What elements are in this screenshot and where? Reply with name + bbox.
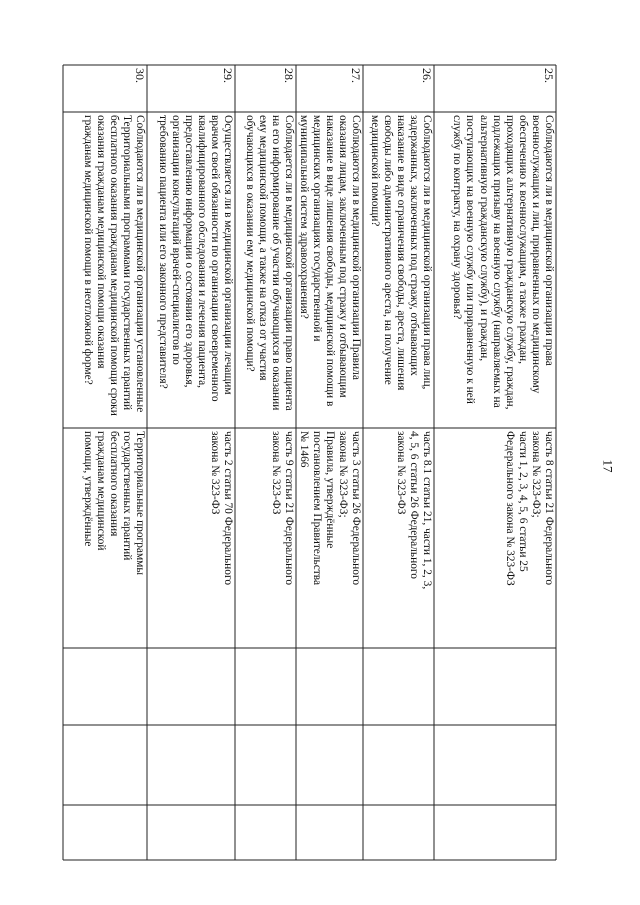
row-number — [297, 68, 362, 109]
question-text-line: медицинской помощи? — [368, 115, 381, 227]
legal-reference — [64, 431, 146, 645]
question-text — [64, 115, 146, 425]
question-text-line: проходящих альтернативную гражданскую службу, граждан, — [503, 115, 516, 410]
legal-reference-line: помощи, утверждённые — [81, 431, 94, 547]
question-text-line: на его информирование об участии обучающихся в оказании — [269, 115, 282, 411]
question-text-line: Соблюдается ли в медицинской организации право пациента — [283, 115, 295, 411]
legal-reference-cell — [296, 428, 363, 648]
question-text-line: медицинских организациях государственной и — [310, 115, 323, 342]
row-number-cell — [235, 65, 296, 112]
question-text-line: поступающих на военную службу или приравненную к ней — [464, 115, 477, 404]
question-text-line: Территориальными программами государственных гарантий — [120, 115, 133, 411]
row-number — [236, 68, 295, 109]
question-text — [297, 115, 362, 425]
legal-reference-line: часть 8.1 статьи 21, части 1, 2, 3, — [421, 431, 433, 590]
question-text-line: Осуществляется ли в медицинской организации лечащим — [222, 115, 234, 395]
legal-reference-line: часть 2 статьи 70 Федерального — [222, 431, 234, 586]
row-number — [435, 68, 555, 109]
question-text-line: задержанных, заключенных под стражу, отбывающих — [407, 115, 420, 376]
question-text-line: оказания гражданам медицинской помощи оказания — [94, 115, 107, 369]
row-number — [148, 68, 234, 109]
question-text-line: ему медицинской помощи, а также на отказ от участия — [256, 115, 269, 381]
legal-reference-line: постановлением Правительства — [310, 431, 323, 586]
legal-reference-line: часть 9 статьи 21 Федерального — [283, 431, 295, 586]
question-text-cell — [147, 112, 235, 428]
legal-reference-line: закона № 323-ФЗ — [208, 431, 221, 515]
question-text-line: наказание в виде лишения свободы, медицинской помощи в — [323, 115, 336, 407]
legal-reference — [148, 431, 234, 645]
legal-reference-cell — [63, 428, 147, 648]
row-number-line: 30. — [133, 68, 147, 83]
question-text-line: альтернативную гражданскую службу), и граждан, — [477, 115, 490, 362]
row-number-cell — [63, 65, 147, 112]
question-text-line: организации консультаций врачей-специалистов по — [169, 115, 182, 365]
question-text-line: военнослужащих и лиц, приравненных по медицинскому — [529, 115, 542, 394]
legal-reference — [236, 431, 295, 645]
question-text-line: квалифицированного обследования и лечения пациента, — [195, 115, 208, 389]
question-text — [435, 115, 555, 425]
question-text-line: Соблюдаются ли в медицинской организации установленные — [134, 115, 146, 413]
legal-reference-line: № 1466 — [297, 431, 310, 468]
row-number-cell — [434, 65, 556, 112]
row-number-line: 26. — [420, 68, 434, 83]
question-text-line: обучающихся в оказании ему медицинской помощи? — [243, 115, 256, 372]
question-text-line: Соблюдаются ли в медицинской организации права лиц, — [421, 115, 433, 390]
question-text-line: службу по контракту, на охрану здоровья? — [451, 115, 464, 320]
question-text-line: оказания лицам, заключенным под стражу и отбывающим — [336, 115, 349, 398]
question-text-line: Соблюдаются ли в медицинской организации Правила — [350, 115, 362, 380]
question-text-line: муниципальной систем здравоохранения? — [297, 115, 310, 319]
legal-reference-line: закона № 323-ФЗ — [394, 431, 407, 515]
row-number — [364, 68, 433, 109]
question-text-line: подлежащих призыву на военную службу (направляемых на — [490, 115, 503, 408]
question-text — [148, 115, 234, 425]
page-number: 17 — [600, 459, 616, 473]
legal-reference-line: закона № 323-ФЗ; — [529, 431, 542, 518]
legal-reference — [364, 431, 433, 645]
question-text-line: гражданам медицинской помощи в неотложной форме? — [81, 115, 94, 385]
legal-reference-line: Территориальные программы — [134, 431, 146, 576]
legal-reference-cell — [235, 428, 296, 648]
question-text-line: требованию пациента или его законного представителя? — [156, 115, 169, 389]
legal-reference-line: часть 8 статьи 21 Федерального — [543, 431, 555, 586]
legal-reference — [297, 431, 362, 645]
question-text-cell — [235, 112, 296, 428]
question-text-line: Соблюдаются ли в медицинской организации права — [543, 115, 555, 366]
question-text-line: наказание в виде ограничения свободы, ареста, лишения — [394, 115, 407, 391]
legal-reference-line: 4, 5, 6 статьи 26 Федерального — [407, 431, 420, 579]
legal-reference-line: закона № 323-ФЗ — [269, 431, 282, 515]
question-text-line: свободы либо административного ареста, на получение — [381, 115, 394, 385]
question-text-line: бесплатного оказания гражданам медицинской помощи сроки — [107, 115, 120, 416]
row-number-cell — [296, 65, 363, 112]
question-text — [364, 115, 433, 425]
question-text-cell — [63, 112, 147, 428]
question-text-cell — [363, 112, 434, 428]
question-text-line: предоставлению информации о состоянии его здоровья, — [182, 115, 195, 388]
legal-reference-line: Правила, утверждённые — [323, 431, 336, 549]
question-text-cell — [296, 112, 363, 428]
row-number-line: 29. — [221, 68, 235, 83]
legal-reference-cell — [147, 428, 235, 648]
row-number — [64, 68, 146, 109]
row-number-line: 25. — [542, 68, 556, 83]
legal-reference-line: части 1, 2, 3, 4, 5, 6 статьи 25 — [516, 431, 529, 572]
row-number-cell — [147, 65, 235, 112]
legal-reference-line: гражданам медицинской — [94, 431, 107, 551]
legal-reference-cell — [363, 428, 434, 648]
legal-reference-line: Федерального закона № 323-ФЗ — [503, 431, 516, 586]
row-number-line: 28. — [282, 68, 296, 83]
question-text — [236, 115, 295, 425]
row-number-cell — [363, 65, 434, 112]
question-text-line: обеспечению к военнослужащим, а также граждан, — [516, 115, 529, 364]
legal-reference-line: часть 3 статьи 26 Федерального — [350, 431, 362, 586]
row-number-line: 27. — [349, 68, 363, 83]
legal-reference-line: закона № 323-ФЗ; — [336, 431, 349, 518]
legal-reference-line: бесплатного оказания — [107, 431, 120, 537]
legal-reference-cell — [434, 428, 556, 648]
question-text-cell — [434, 112, 556, 428]
legal-reference — [435, 431, 555, 645]
question-text-line: врачом своей обязанности по организации своевременного — [208, 115, 221, 402]
legal-reference-line: государственных гарантий — [120, 431, 133, 561]
